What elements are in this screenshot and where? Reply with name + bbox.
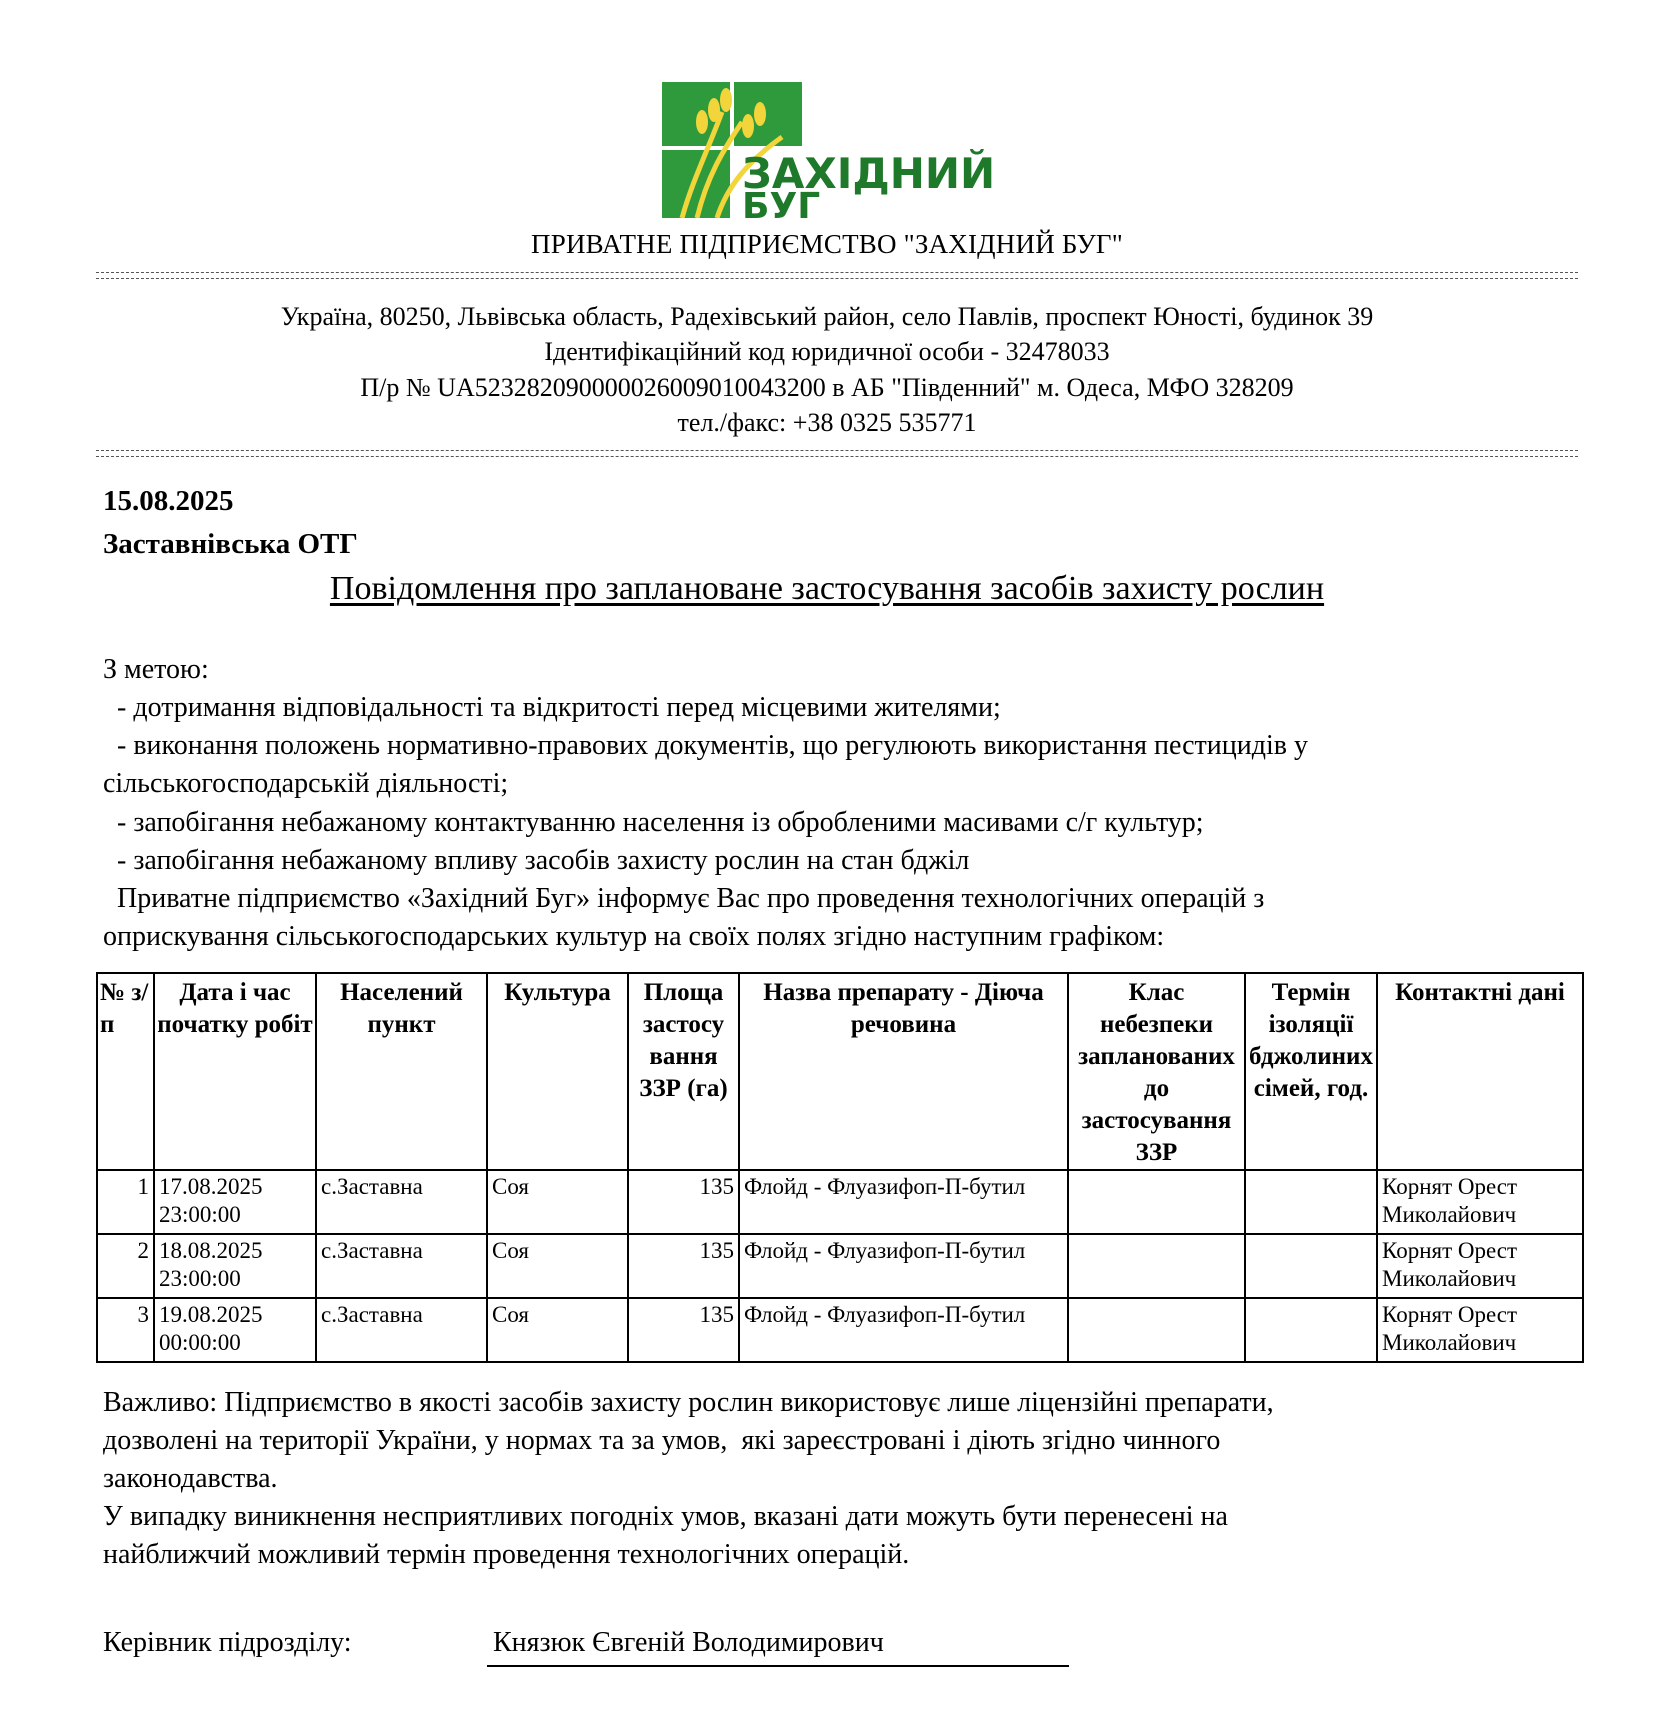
- cell-datetime: 17.08.2025 23:00:00: [154, 1170, 316, 1234]
- header-settlement: Населений пункт: [316, 973, 487, 1170]
- cell-product: Флойд - Флуазифоп-П-бутил: [739, 1298, 1068, 1362]
- logo-square-top-right: [734, 82, 802, 146]
- cell-hazard-class: [1068, 1298, 1245, 1362]
- header-crop: Культура: [487, 973, 628, 1170]
- company-id-code: Ідентифікаційний код юридичної особи - 32478033: [544, 337, 1110, 366]
- info-line: оприскування сільськогосподарських культур на своїх полях згідно наступним графіком:: [103, 921, 1165, 952]
- cell-isolation: [1245, 1234, 1377, 1298]
- cell-product: Флойд - Флуазифоп-П-бутил: [739, 1170, 1068, 1234]
- intro-lead: З метою:: [103, 654, 209, 685]
- signature-name: Князюк Євгеній Володимирович: [487, 1627, 1069, 1667]
- cell-isolation: [1245, 1170, 1377, 1234]
- company-title: ПРИВАТНЕ ПІДПРИЄМСТВО "ЗАХІДНИЙ БУГ": [531, 229, 1123, 259]
- note-line: дозволені на території України, у нормах та за умов, які зареєстровані і діють згідно чинного: [103, 1425, 1221, 1456]
- logo-text-line1: ЗАХІДНИЙ: [742, 149, 996, 198]
- intro-item: - дотримання відповідальності та відкритості перед місцевими жителями;: [103, 692, 1001, 723]
- separator-bottom: [96, 450, 1578, 457]
- recipient: Заставнівська ОТГ: [103, 528, 358, 560]
- cell-contact: Корнят Орест Миколайович: [1377, 1298, 1583, 1362]
- intro-item: - виконання положень нормативно-правових документів, що регулюють використання пестицидів у: [103, 730, 1308, 761]
- table-row: [97, 1170, 1583, 1234]
- cell-isolation: [1245, 1298, 1377, 1362]
- intro-item: - запобігання небажаному впливу засобів захисту рослин на стан бджіл: [103, 845, 970, 876]
- cell-contact: Корнят Орест Миколайович: [1377, 1170, 1583, 1234]
- separator-top: [96, 272, 1578, 279]
- intro-item: - запобігання небажаному контактуванню населення із обробленими масивами с/г культур;: [103, 807, 1204, 838]
- note-line: У випадку виникнення несприятливих погодніх умов, вказані дати можуть бути перенесені на: [103, 1501, 1228, 1532]
- header-datetime: Дата і час початку робіт: [154, 973, 316, 1170]
- header-number: № з/п: [97, 973, 154, 1170]
- note-line: законодавства.: [103, 1463, 278, 1494]
- intro-item: сільськогосподарській діяльності;: [103, 768, 509, 799]
- schedule-table: [96, 972, 1584, 1363]
- info-line: Приватне підприємство «Західний Буг» інформує Вас про проведення технологічних операцій з: [103, 883, 1265, 914]
- cell-number: 1: [97, 1170, 154, 1234]
- cell-hazard-class: [1068, 1234, 1245, 1298]
- cell-settlement: с.Заставна: [316, 1234, 487, 1298]
- header-isolation: Термін ізоляції бджолиних сімей, год.: [1245, 973, 1377, 1170]
- cell-area: 135: [628, 1234, 739, 1298]
- company-logo: [662, 82, 1002, 218]
- cell-datetime: 19.08.2025 00:00:00: [154, 1298, 316, 1362]
- cell-area: 135: [628, 1298, 739, 1362]
- cell-crop: Соя: [487, 1170, 628, 1234]
- signature-label: Керівник підрозділу:: [103, 1627, 352, 1658]
- table-header-row: [97, 973, 1583, 1170]
- cell-area: 135: [628, 1170, 739, 1234]
- document-subject: Повідомлення про заплановане застосування засобів захисту рослин: [329, 570, 1325, 607]
- company-account: П/р № UA523282090000026009010043200 в АБ "Південний" м. Одеса, МФО 328209: [360, 373, 1294, 402]
- header-hazard-class: Клас небезпеки запланованих до застосування ЗЗР: [1068, 973, 1245, 1170]
- cell-product: Флойд - Флуазифоп-П-бутил: [739, 1234, 1068, 1298]
- note-line: Важливо: Підприємство в якості засобів захисту рослин використовує лише ліцензійні препарати,: [103, 1387, 1274, 1418]
- cell-crop: Соя: [487, 1234, 628, 1298]
- company-phone: тел./факс: +38 0325 535771: [677, 408, 977, 437]
- cell-number: 2: [97, 1234, 154, 1298]
- cell-settlement: с.Заставна: [316, 1170, 487, 1234]
- cell-hazard-class: [1068, 1170, 1245, 1234]
- cell-number: 3: [97, 1298, 154, 1362]
- cell-settlement: с.Заставна: [316, 1298, 487, 1362]
- cell-crop: Соя: [487, 1298, 628, 1362]
- logo-text-line2: БУГ: [742, 186, 821, 218]
- cell-contact: Корнят Орест Миколайович: [1377, 1234, 1583, 1298]
- company-address: Україна, 80250, Львівська область, Радехівський район, село Павлів, проспект Юності, будинок 39: [280, 302, 1374, 331]
- header-product: Назва препарату - Діюча речовина: [739, 973, 1068, 1170]
- table-row: [97, 1234, 1583, 1298]
- document-date: 15.08.2025: [103, 485, 234, 517]
- header-area: Площа застосу вання ЗЗР (га): [628, 973, 739, 1170]
- cell-datetime: 18.08.2025 23:00:00: [154, 1234, 316, 1298]
- header-contact: Контактні дані: [1377, 973, 1583, 1170]
- note-line: найближчий можливий термін проведення технологічних операцій.: [103, 1539, 910, 1570]
- table-row: [97, 1298, 1583, 1362]
